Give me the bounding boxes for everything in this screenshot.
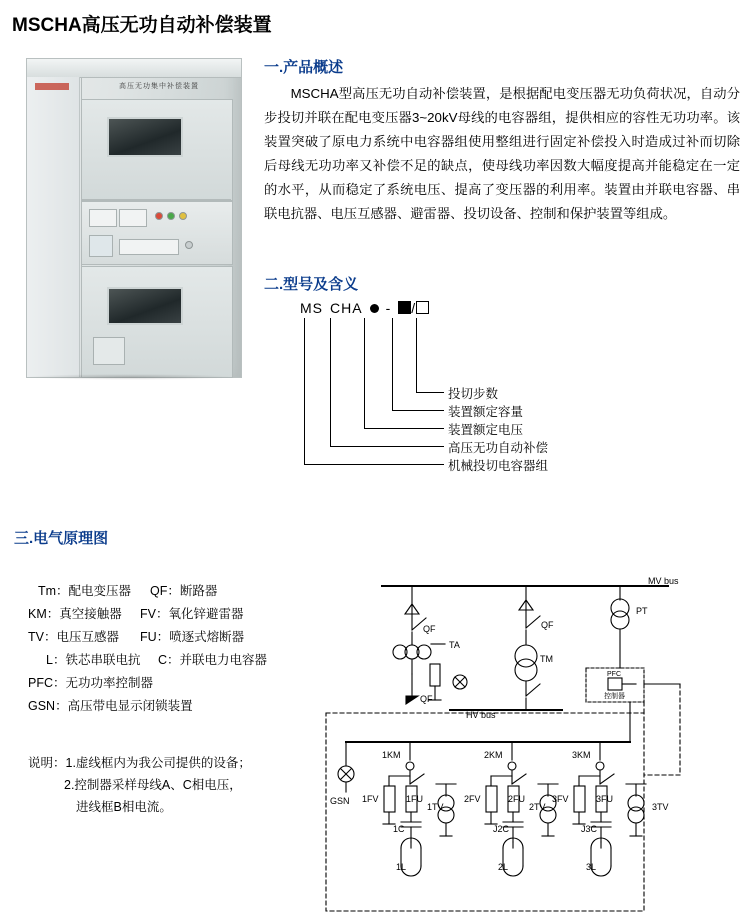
model-part-slash: / [411, 300, 417, 316]
schematic-legend [28, 580, 273, 718]
model-part-filled-square [398, 301, 411, 314]
legend-row [28, 672, 273, 695]
brand-badge [35, 83, 69, 90]
page-title: MSCHA高压无功自动补偿装置 [12, 15, 272, 36]
electrical-schematic [300, 570, 740, 915]
leader-h-1 [416, 392, 444, 393]
model-legend-4: 高压无功自动补偿 [448, 441, 549, 455]
cabinet-divider-2 [81, 264, 231, 265]
cabinet-indicator-yellow [179, 212, 187, 220]
legend-right: C：并联电力电容器 [158, 653, 268, 667]
legend-row [28, 626, 273, 649]
model-legend-1: 投切步数 [448, 387, 499, 401]
cabinet-meter-1 [89, 209, 117, 227]
label-km-1: 1KM [382, 750, 401, 760]
label-fv-1: 1FV [362, 794, 379, 804]
cabinet-left-column [27, 77, 80, 377]
label-km-3: 3KM [572, 750, 591, 760]
label-c-3: J3C [581, 824, 598, 834]
label-pfc-2: 控制器 [604, 693, 625, 700]
cabinet-indicator-green [167, 212, 175, 220]
note-line-3: 进线框B相电流。 [76, 800, 172, 814]
cabinet-lower-window [107, 287, 183, 325]
label-fu-1: 1FU [406, 794, 424, 804]
cabinet-shadow [24, 374, 236, 380]
leader-h-3 [364, 428, 444, 429]
label-fv-3: 3FV [552, 794, 569, 804]
section-2-heading: 二.型号及含义 [264, 276, 359, 293]
note-line-2: 2.控制器采样母线A、C相电压， [64, 778, 242, 792]
label-l-3: 3L [586, 862, 597, 872]
cabinet-illustration [26, 58, 242, 378]
label-pt: PT [636, 606, 648, 616]
legend-right: FV：氧化锌避雷器 [140, 607, 244, 621]
cabinet-meter-2 [119, 209, 147, 227]
legend-left: GSN：高压带电显示闭锁装置 [28, 699, 193, 713]
label-hv-bus: HV bus [466, 710, 496, 720]
cabinet-lower-plate [93, 337, 125, 365]
label-l-1: 1L [396, 862, 407, 872]
label-fu-3: 3FU [596, 794, 614, 804]
label-qf-2: QF [541, 620, 554, 630]
legend-left: Tm：配电变压器 [38, 584, 132, 598]
legend-left: PFC：无功功率控制器 [28, 676, 154, 690]
cabinet-edge-line [81, 77, 82, 377]
label-fv-2: 2FV [464, 794, 481, 804]
leader-v-2 [392, 318, 393, 410]
model-legend-2: 装置额定容量 [448, 405, 524, 419]
label-km-2: 2KM [484, 750, 503, 760]
label-mv-bus: MV bus [648, 576, 679, 586]
cabinet-switch-row [119, 239, 179, 255]
leader-v-5 [304, 318, 305, 464]
label-tv-2: 2TV [529, 802, 546, 812]
cabinet-label: 高压无功集中补偿装置 [119, 83, 199, 90]
cabinet-display [89, 235, 113, 257]
model-legend-3: 装置额定电压 [448, 423, 524, 437]
label-fu-2: 2FU [508, 794, 526, 804]
cabinet-indicator-red [155, 212, 163, 220]
label-pfc-1: PFC [607, 671, 621, 678]
label-tv-1: 1TV [427, 802, 444, 812]
legend-left: L：铁芯串联电抗 [46, 653, 141, 667]
section-1-heading: 一.产品概述 [264, 59, 344, 76]
model-part-empty-square [416, 301, 429, 314]
label-c-2: J2C [493, 824, 510, 834]
label-c-1: 1C [393, 824, 405, 834]
legend-row [28, 603, 273, 626]
label-gsn: GSN [330, 796, 350, 806]
leader-v-3 [364, 318, 365, 428]
legend-row [28, 695, 273, 718]
model-part-ms: MS [300, 300, 323, 316]
note-line-1: 说明：1.虚线框内为我公司提供的设备； [28, 756, 251, 770]
leader-v-1 [416, 318, 417, 392]
section-3-heading: 三.电气原理图 [14, 530, 109, 547]
legend-left: TV：电压互感器 [28, 630, 119, 644]
legend-right: FU：喷逐式熔断器 [140, 630, 245, 644]
leader-h-2 [392, 410, 444, 411]
section-1-body: MSCHA型高压无功自动补偿装置，是根据配电变压器无功负荷状况，自动分步投切并联在配电变压器3~20kV母线的电容器组，提供相应的容性无功功率。该装置突破了原电力系统中电容器组使用整组进行固定补偿投入时造成过补而切除后母线无功功率又补偿不足的缺点，使母线功率因数大幅度提高并能稳定在一定的水平，从而稳定了系统电压、提高了变压器的利用率。装置由并联电容器、串联电抗器、电压互感器、避雷器、投切设备、控制和保护装置等组成。 [264, 86, 740, 221]
label-tv-3: 3TV [652, 802, 669, 812]
cabinet-knob [185, 241, 193, 249]
model-part-dash: - [385, 300, 392, 316]
label-l-2: 2L [498, 862, 509, 872]
model-code-string [300, 300, 429, 316]
model-code-diagram [264, 300, 744, 500]
leader-h-4 [330, 446, 444, 447]
legend-row [28, 649, 273, 672]
cabinet-top [27, 59, 241, 78]
label-qf-3: QF [420, 694, 433, 704]
legend-row [28, 580, 273, 603]
model-legend-5: 机械投切电容器组 [448, 459, 549, 473]
schematic-note [28, 752, 278, 818]
leader-v-4 [330, 318, 331, 446]
legend-left: KM：真空接触器 [28, 607, 122, 621]
model-part-cha: CHA [330, 300, 363, 316]
cabinet-upper-window [107, 117, 183, 157]
label-qf-1: QF [423, 624, 436, 634]
label-tm: TM [540, 654, 553, 664]
leader-h-5 [304, 464, 444, 465]
label-ta: TA [449, 640, 460, 650]
product-photo [14, 52, 252, 382]
cabinet-divider-1 [81, 199, 231, 200]
model-part-dot [370, 304, 379, 313]
legend-right: QF：断路器 [150, 584, 218, 598]
